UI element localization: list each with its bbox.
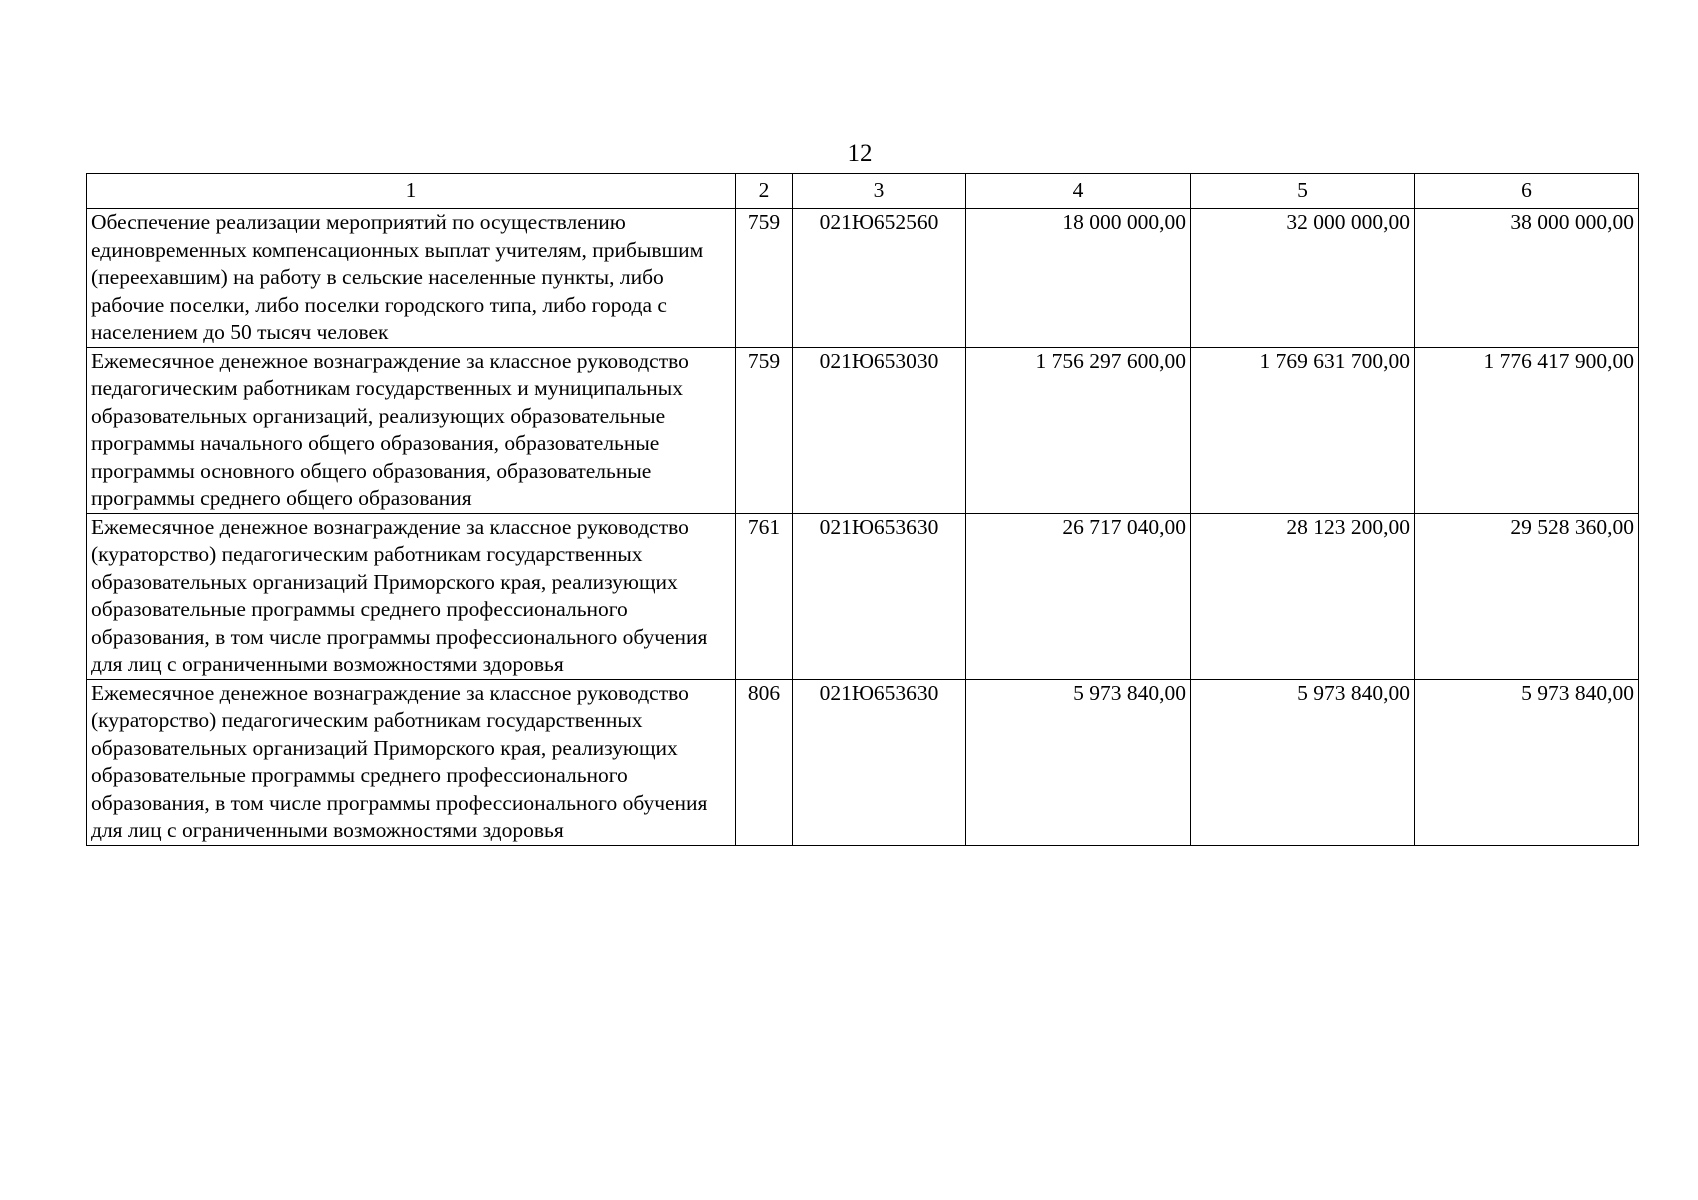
row-code: 806: [736, 679, 793, 845]
column-header: 5: [1191, 174, 1415, 209]
row-name: Обеспечение реализации мероприятий по осуществлению единовременных компенсационных выплат учителям, прибывшим (переехавшим) на работу в сельские населенные пункты, либо рабочие поселки, либо поселки городского типа, либо города с населением до 50 тысяч человек: [87, 209, 736, 348]
table-row: [87, 209, 1639, 348]
table-row: [87, 347, 1639, 513]
row-value-col6: 5 973 840,00: [1415, 679, 1639, 845]
row-value-col4: 26 717 040,00: [966, 513, 1191, 679]
row-value-col5: 5 973 840,00: [1191, 679, 1415, 845]
budget-table: [86, 173, 1639, 846]
row-value-col6: 29 528 360,00: [1415, 513, 1639, 679]
column-header: 3: [793, 174, 966, 209]
row-target-article: 021Ю652560: [793, 209, 966, 348]
column-header: 6: [1415, 174, 1639, 209]
row-value-col4: 5 973 840,00: [966, 679, 1191, 845]
column-header: 1: [87, 174, 736, 209]
row-target-article: 021Ю653030: [793, 347, 966, 513]
row-target-article: 021Ю653630: [793, 513, 966, 679]
row-value-col6: 38 000 000,00: [1415, 209, 1639, 348]
row-value-col4: 1 756 297 600,00: [966, 347, 1191, 513]
row-value-col5: 28 123 200,00: [1191, 513, 1415, 679]
table-row: [87, 679, 1639, 845]
row-target-article: 021Ю653630: [793, 679, 966, 845]
table-header-row: [87, 174, 1639, 209]
column-header: 2: [736, 174, 793, 209]
row-value-col5: 32 000 000,00: [1191, 209, 1415, 348]
row-name: Ежемесячное денежное вознаграждение за классное руководство педагогическим работникам государственных и муниципальных образовательных организаций, реализующих образовательные программы начального общего образования, образовательные программы основного общего образования, образовательные программы среднего общего образования: [87, 347, 736, 513]
table-row: [87, 513, 1639, 679]
row-code: 759: [736, 347, 793, 513]
column-header: 4: [966, 174, 1191, 209]
page-number: 12: [847, 140, 873, 167]
row-code: 759: [736, 209, 793, 348]
row-value-col5: 1 769 631 700,00: [1191, 347, 1415, 513]
row-name: Ежемесячное денежное вознаграждение за классное руководство (кураторство) педагогическим работникам государственных образовательных организаций Приморского края, реализующих образовательные программы среднего профессионального образования, в том числе программы профессионального обучения для лиц с ограниченными возможностями здоровья: [87, 679, 736, 845]
row-value-col6: 1 776 417 900,00: [1415, 347, 1639, 513]
row-code: 761: [736, 513, 793, 679]
row-name: Ежемесячное денежное вознаграждение за классное руководство (кураторство) педагогическим работникам государственных образовательных организаций Приморского края, реализующих образовательные программы среднего профессионального образования, в том числе программы профессионального обучения для лиц с ограниченными возможностями здоровья: [87, 513, 736, 679]
row-value-col4: 18 000 000,00: [966, 209, 1191, 348]
